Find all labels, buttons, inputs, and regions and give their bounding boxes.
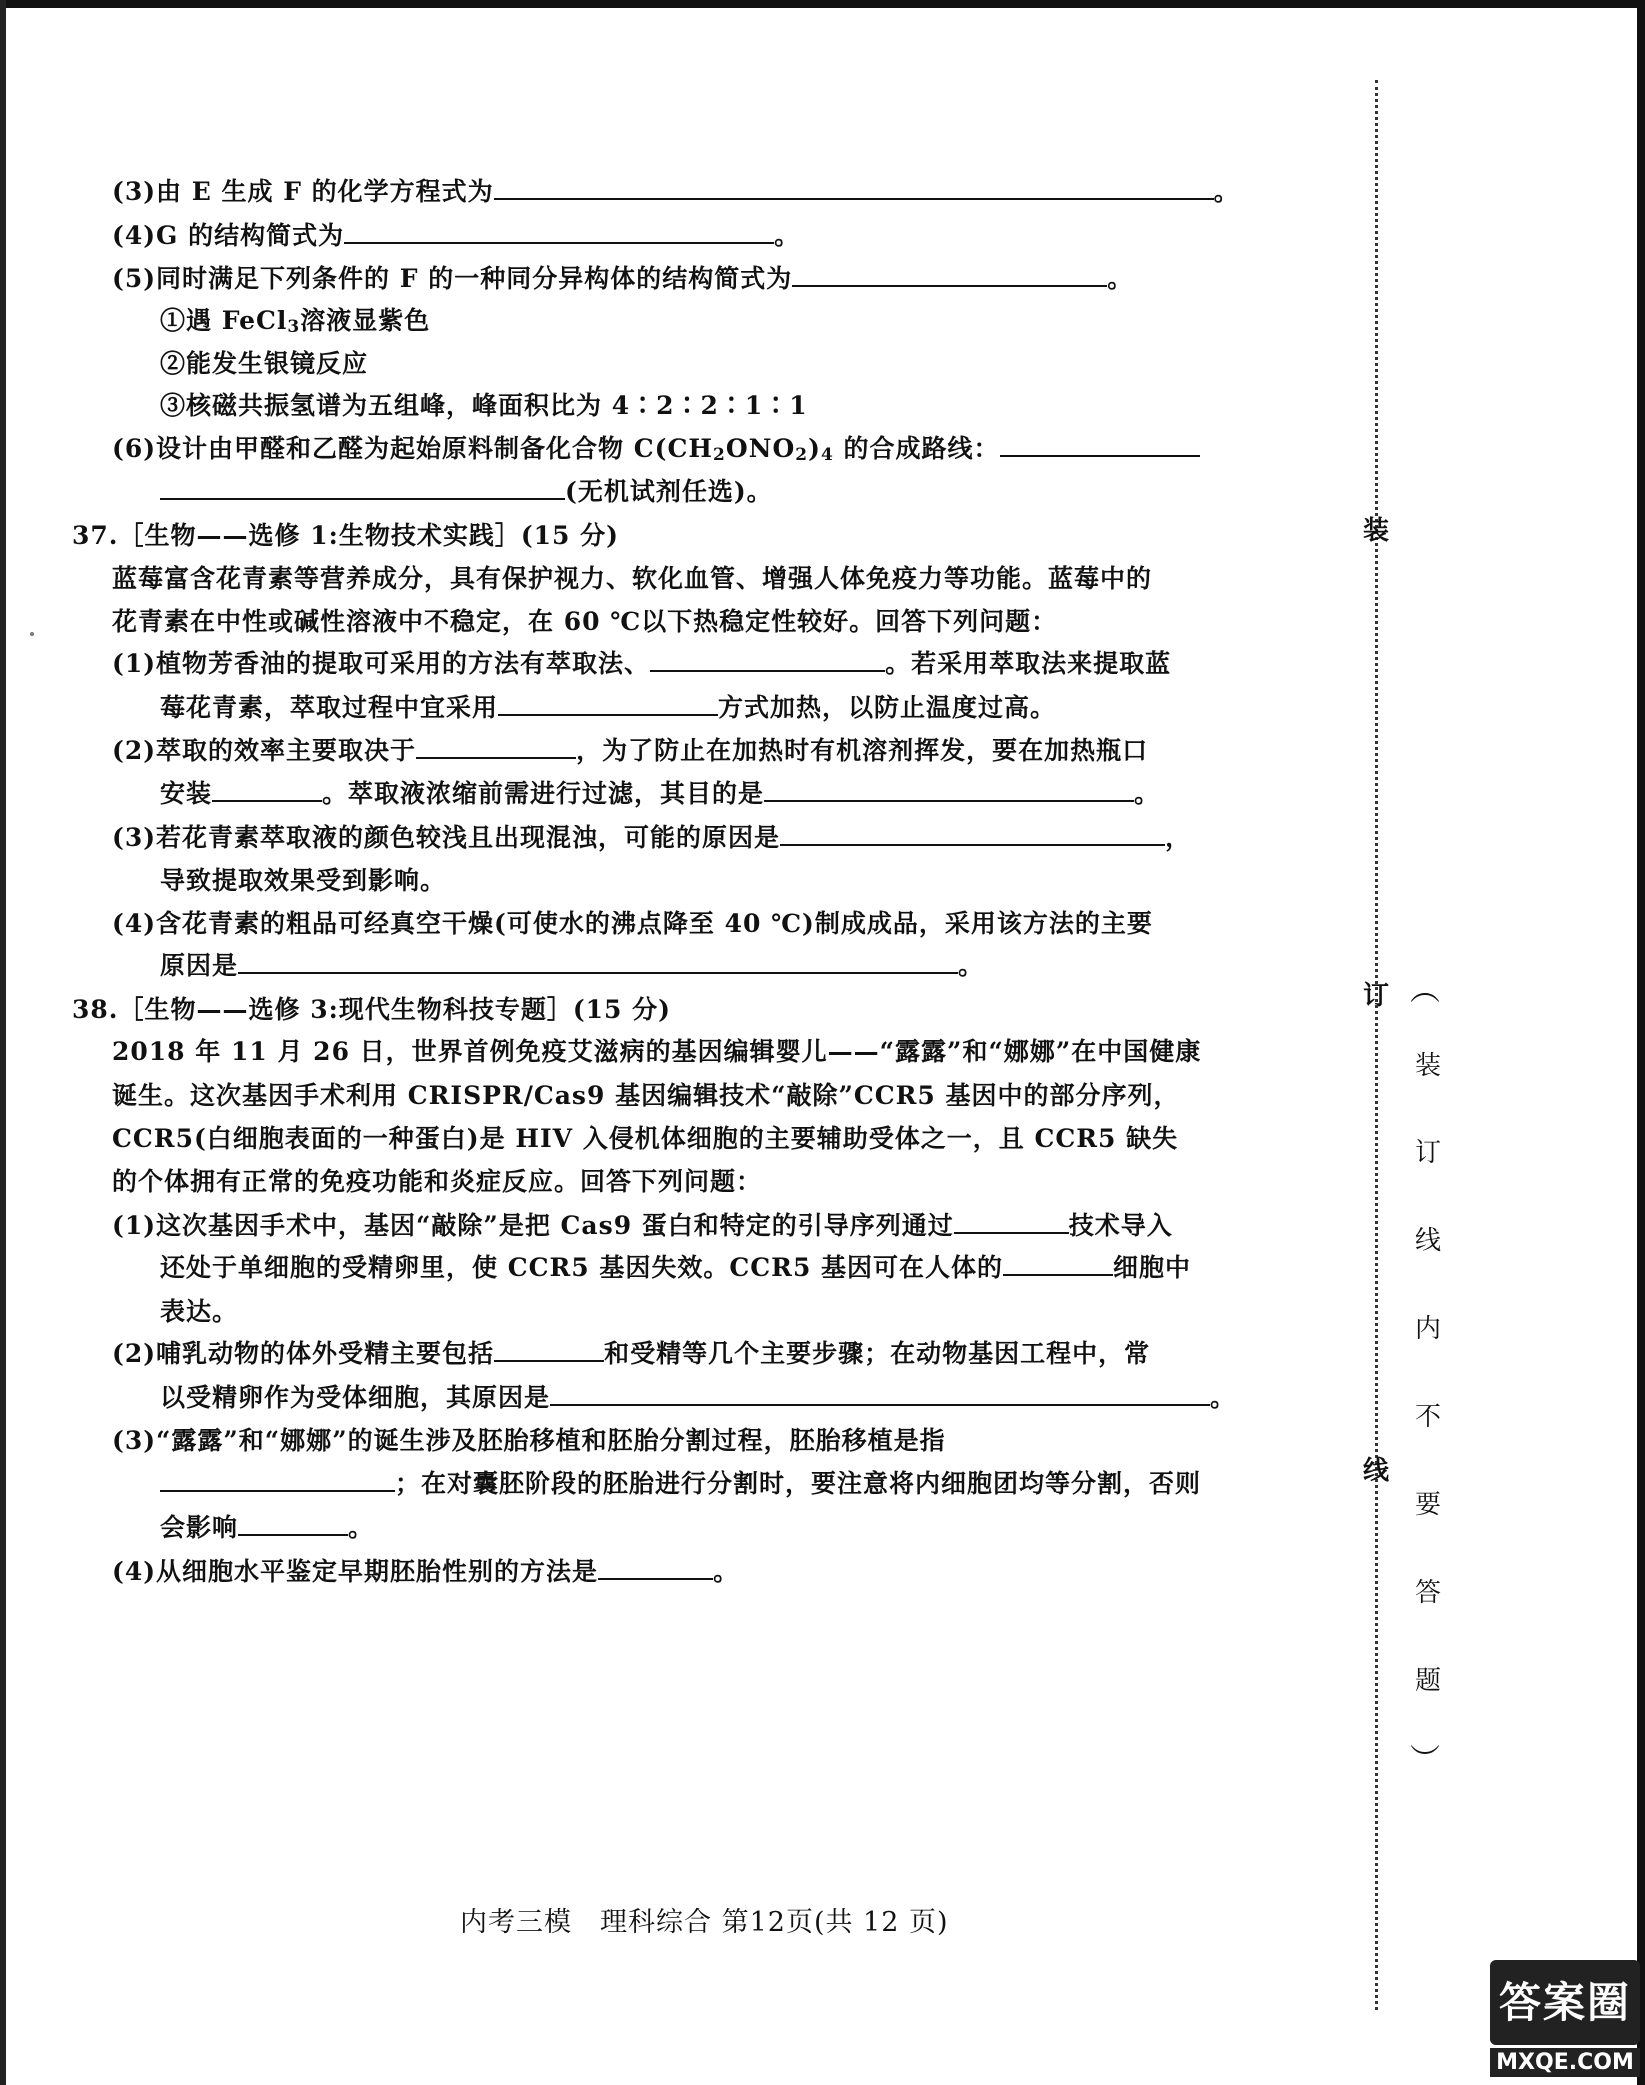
- watermark-logo-text: 答案圈: [1490, 1960, 1640, 2045]
- watermark-logo: [1490, 1960, 1640, 2080]
- answer-blank[interactable]: [494, 176, 1214, 200]
- answer-blank[interactable]: [650, 648, 885, 672]
- q38-part4: (4)从细胞水平鉴定早期胚胎性别的方法是 。: [112, 1557, 740, 1586]
- instruction-char: 装: [1415, 1051, 1442, 1081]
- answer-blank[interactable]: [494, 1338, 604, 1362]
- binding-mark-ding: 订: [1363, 981, 1390, 1011]
- q38-part3-end: 会影响 。: [160, 1513, 375, 1542]
- instruction-char: 答: [1415, 1578, 1442, 1608]
- q37-part4: (4)含花青素的粗品可经真空干燥(可使水的沸点降至 40 ℃)制成成品，采用该方法的主要: [112, 909, 1153, 938]
- q36-part3: (3)由 E 生成 F 的化学方程式为 。: [112, 177, 1240, 206]
- q38-intro-line4: 的个体拥有正常的免疫功能和炎症反应。回答下列问题：: [112, 1167, 763, 1196]
- q37-part1-cont: 莓花青素，萃取过程中宜采用 方式加热，以防止温度过高。: [160, 693, 1057, 722]
- page-footer: 内考三模 理科综合 第12页(共 12 页): [460, 1907, 949, 1938]
- q37-part2: (2)萃取的效率主要取决于 ，为了防止在加热时有机溶剂挥发，要在加热瓶口: [112, 736, 1149, 765]
- q37-intro-line1: 蓝莓富含花青素等营养成分，具有保护视力、软化血管、增强人体免疫力等功能。蓝莓中的: [112, 564, 1153, 593]
- answer-blank[interactable]: [160, 476, 565, 500]
- q38-intro-line3: CCR5(白细胞表面的一种蛋白)是 HIV 入侵机体细胞的主要辅助受体之一，且 CCR5 缺失: [112, 1124, 1179, 1153]
- binding-mark-zhuang: 装: [1363, 516, 1390, 546]
- binding-mark-xian: 线: [1363, 1456, 1390, 1486]
- instruction-char: 题: [1415, 1666, 1442, 1696]
- page-top-edge: [0, 0, 1645, 8]
- q36-condition-3: ③核磁共振氢谱为五组峰，峰面积比为 4∶2∶2∶1∶1: [160, 391, 808, 420]
- instruction-close-paren: ︶: [1410, 1743, 1440, 1778]
- q38-part3-cont: ；在对囊胚阶段的胚胎进行分割时，要注意将内细胞团均等分割，否则: [160, 1468, 1201, 1500]
- answer-blank[interactable]: [1000, 433, 1200, 457]
- page-right-edge: [1637, 0, 1645, 2085]
- instruction-char: 线: [1415, 1226, 1442, 1256]
- q36-part5: (5)同时满足下列条件的 F 的一种同分异构体的结构简式为 。: [112, 264, 1134, 293]
- instruction-char: 内: [1415, 1314, 1442, 1344]
- q38-intro-line1: 2018 年 11 月 26 日，世界首例免疫艾滋病的基因编辑婴儿——“露露”和“娜娜”在中国健康: [112, 1037, 1202, 1066]
- q37-part1: (1)植物芳香油的提取可采用的方法有萃取法、 。若采用萃取法来提取蓝: [112, 649, 1172, 678]
- answer-blank[interactable]: [238, 950, 958, 974]
- q38-part1-cont: 还处于单细胞的受精卵里，使 CCR5 基因失效。CCR5 基因可在人体的 细胞中: [160, 1253, 1192, 1282]
- answer-blank[interactable]: [344, 220, 774, 244]
- q36-part6-tail: (无机试剂任选)。: [160, 476, 773, 508]
- scan-speck: [30, 632, 34, 636]
- q36-part4: (4)G 的结构简式为 。: [112, 221, 801, 250]
- answer-blank[interactable]: [1003, 1252, 1113, 1276]
- q36-part6: (6)设计由甲醛和乙醛为起始原料制备化合物 C(CH2ONO2)4 的合成路线：: [112, 433, 1200, 471]
- answer-blank[interactable]: [764, 778, 1134, 802]
- q38-part2: (2)哺乳动物的体外受精主要包括 和受精等几个主要步骤；在动物基因工程中，常: [112, 1339, 1151, 1368]
- watermark-url: MXQE.COM: [1490, 2048, 1640, 2077]
- q37-part3-cont: 导致提取效果受到影响。: [160, 866, 447, 895]
- answer-blank[interactable]: [238, 1512, 348, 1536]
- instruction-char: 要: [1415, 1490, 1442, 1520]
- instruction-open-paren: ︵: [1410, 973, 1440, 1008]
- answer-blank[interactable]: [954, 1210, 1069, 1234]
- binding-dotted-line: [1375, 80, 1378, 2010]
- q37-part4-cont: 原因是 。: [160, 951, 985, 980]
- instruction-char: 不: [1415, 1402, 1442, 1432]
- q37-part2-cont: 安装 。萃取液浓缩前需进行过滤，其目的是 。: [160, 779, 1161, 808]
- answer-blank[interactable]: [212, 778, 322, 802]
- q38-intro-line2: 诞生。这次基因手术利用 CRISPR/Cas9 基因编辑技术“敲除”CCR5 基因中的部分序列，: [112, 1081, 1180, 1110]
- q37-title: 37.［生物——选修 1:生物技术实践］(15 分): [72, 521, 619, 550]
- answer-blank[interactable]: [598, 1556, 713, 1580]
- answer-blank[interactable]: [160, 1468, 395, 1492]
- q38-part2-cont: 以受精卵作为受体细胞，其原因是 。: [160, 1383, 1237, 1412]
- answer-blank[interactable]: [498, 692, 718, 716]
- q37-intro-line2: 花青素在中性或碱性溶液中不稳定，在 60 ℃以下热稳定性较好。回答下列问题：: [112, 607, 1058, 636]
- q38-part1: (1)这次基因手术中，基因“敲除”是把 Cas9 蛋白和特定的引导序列通过 技术导入: [112, 1211, 1173, 1240]
- answer-blank[interactable]: [416, 735, 576, 759]
- page-left-edge: [0, 0, 6, 2085]
- answer-blank[interactable]: [550, 1382, 1210, 1406]
- q38-part1-end: 表达。: [160, 1297, 239, 1326]
- q38-part3: (3)“露露”和“娜娜”的诞生涉及胚胎移植和胚胎分割过程，胚胎移植是指: [112, 1426, 946, 1455]
- q38-title: 38.［生物——选修 3:现代生物科技专题］(15 分): [72, 995, 671, 1024]
- q36-condition-2: ②能发生银镜反应: [160, 349, 369, 378]
- answer-blank[interactable]: [780, 822, 1165, 846]
- q36-condition-1: ①遇 FeCl3溶液显紫色: [160, 306, 431, 337]
- instruction-char: 订: [1415, 1138, 1442, 1168]
- answer-blank[interactable]: [792, 263, 1107, 287]
- q37-part3: (3)若花青素萃取液的颜色较浅且出现混浊，可能的原因是 ，: [112, 823, 1192, 852]
